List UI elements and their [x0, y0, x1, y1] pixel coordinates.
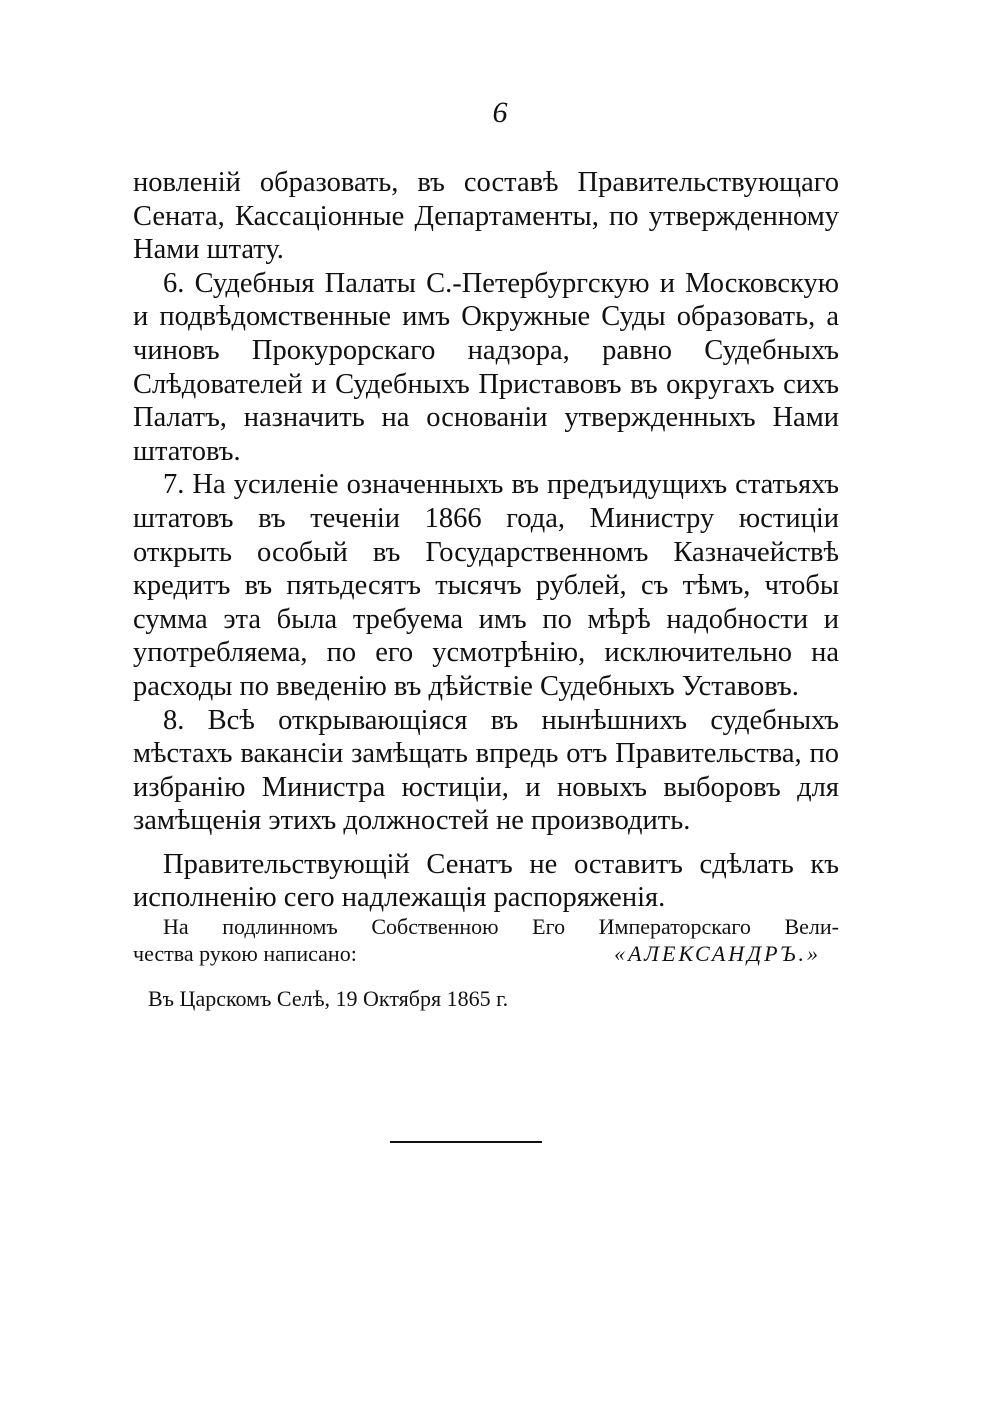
divider-line — [390, 1141, 542, 1143]
signature-note-text: чества рукою написано: — [133, 941, 357, 966]
paragraph-article-7: 7. На усиленіе означенныхъ въ предъидущихъ статьяхъ штатовъ въ теченіи 1866 года, Министру юстиціи открыть особый въ Государственномъ Казначействѣ кредитъ въ пятьдесятъ тысячъ рублей, съ тѣмъ, чтобы сумма эта была требуема имъ по мѣрѣ надобности и употребляема, по его усмотрѣнію, исключительно на расходы по введенію въ дѣйствіе Судебныхъ Уставовъ. — [133, 469, 839, 702]
body-text — [133, 166, 839, 915]
signature-block — [133, 913, 839, 1012]
place-date: Въ Царскомъ Селѣ, 19 Октября 1865 г. — [148, 986, 509, 1011]
signature-note-line2 — [133, 940, 839, 967]
paragraph-article-8: 8. Всѣ открывающіяся въ нынѣшнихъ судебныхъ мѣстахъ вакансіи замѣщать впредь отъ Правительства, по избранію Министра юстиціи, и новыхъ выборовъ для замѣщенія этихъ должностей не производить. — [133, 704, 839, 837]
signature-name: «АЛЕКСАНДРЪ.» — [614, 941, 821, 966]
paragraph-closing: Правительствующій Сенатъ не оставитъ сдѣлать къ исполненію сего надлежащія распоряженія. — [133, 848, 839, 914]
paragraph-continuation: новленій образовать, въ составѣ Правительствующаго Сената, Кассаціонные Департаменты, по утвержденному Нами штату. — [133, 167, 839, 266]
signature-note-line1: На подлинномъ Собственною Его Императорскаго Вели- — [163, 914, 839, 939]
page-number: 6 — [492, 96, 508, 129]
paragraph-article-6: 6. Судебныя Палаты С.-Петербургскую и Московскую и подвѣдомственные имъ Окружные Суды образовать, а чиновъ Прокурорскаго надзора, равно Судебныхъ Слѣдователей и Судебныхъ Приставовъ въ округахъ сихъ Палатъ, назначить на основаніи утвержденныхъ Нами штатовъ. — [133, 267, 839, 467]
